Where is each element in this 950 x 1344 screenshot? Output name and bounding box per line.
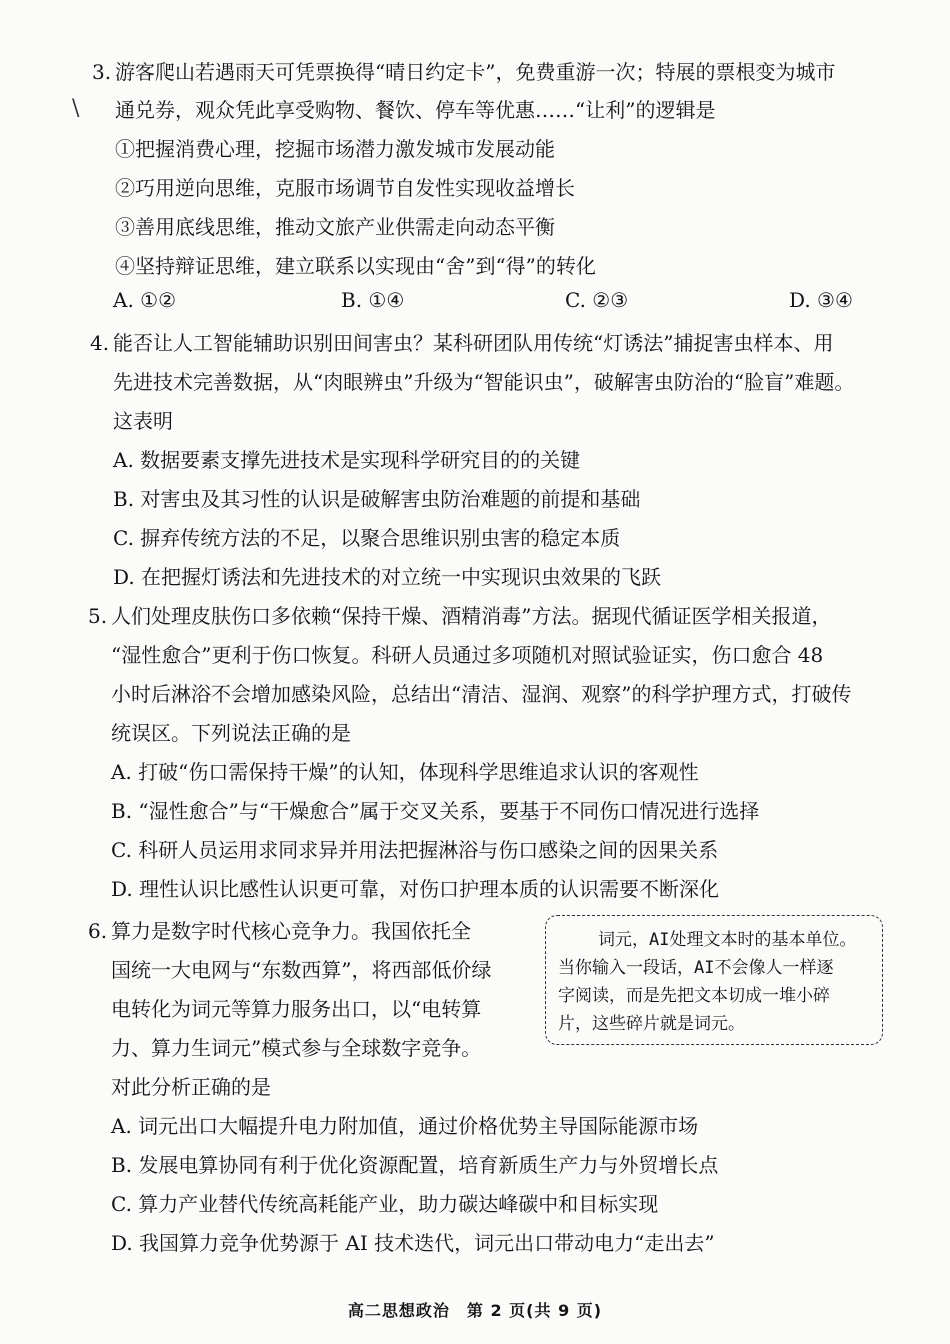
annotation-line: 词元，AI处理文本时的基本单位。 <box>598 930 857 950</box>
annotation-line: 字阅读，而是先把文本切成一堆小碎 <box>558 986 830 1006</box>
question-stem-line: 统误区。下列说法正确的是 <box>111 721 351 745</box>
question-stem-line: 人们处理皮肤伤口多依赖“保持干燥、酒精消毒”方法。据现代循证医学相关报道， <box>111 604 832 628</box>
option-b: B. 对害虫及其习性的认识是破解害虫防治难题的前提和基础 <box>113 487 641 511</box>
option-c: C. ②③ <box>565 288 629 312</box>
option-d: D. 我国算力竞争优势源于 AI 技术迭代，词元出口带动电力“走出去” <box>111 1231 715 1255</box>
option-a: A. 打破“伤口需保持干燥”的认知，体现科学思维追求认识的客观性 <box>111 760 699 784</box>
statement-4: ④坚持辩证思维，建立联系以实现由“舍”到“得”的转化 <box>115 254 596 278</box>
question-number: 5. <box>88 604 108 628</box>
option-d: D. 在把握灯诱法和先进技术的对立统一中实现识虫效果的飞跃 <box>113 565 662 589</box>
question-stem-line: 国统一大电网与“东数西算”，将西部低价绿 <box>111 958 492 982</box>
option-a: A. 词元出口大幅提升电力附加值，通过价格优势主导国际能源市场 <box>111 1114 699 1138</box>
question-number: 6. <box>88 919 108 943</box>
question-stem-line: 电转化为词元等算力服务出口，以“电转算 <box>111 997 482 1021</box>
pencil-mark: \ <box>72 96 80 121</box>
page-footer: 高二思想政治 第 2 页(共 9 页) <box>347 1301 603 1320</box>
statement-1: ①把握消费心理，挖掘市场潜力激发城市发展动能 <box>115 137 555 161</box>
question-stem-line: 能否让人工智能辅助识别田间害虫？某科研团队用传统“灯诱法”捕捉害虫样本、用 <box>113 331 834 355</box>
question-number: 4. <box>90 331 110 355</box>
question-stem-line: 游客爬山若遇雨天可凭票换得“晴日约定卡”，免费重游一次；特展的票根变为城市 <box>115 60 836 84</box>
option-c: C. 摒弃传统方法的不足，以聚合思维识别虫害的稳定本质 <box>113 526 621 550</box>
question-stem-line: 算力是数字时代核心竞争力。我国依托全 <box>111 919 471 943</box>
annotation-line: 当你输入一段话，AI不会像人一样逐 <box>558 958 834 978</box>
question-stem-line: 小时后淋浴不会增加感染风险，总结出“清洁、湿润、观察”的科学护理方式，打破传 <box>111 682 852 706</box>
option-b: B. “湿性愈合”与“干燥愈合”属于交叉关系，要基于不同伤口情况进行选择 <box>111 799 760 823</box>
option-b: B. ①④ <box>341 288 405 312</box>
option-d: D. 理性认识比感性认识更可靠，对伤口护理本质的认识需要不断深化 <box>111 877 720 901</box>
question-stem-line: 先进技术完善数据，从“肉眼辨虫”升级为“智能识虫”，破解害虫防治的“脸盲”难题。 <box>113 370 855 394</box>
option-c: C. 算力产业替代传统高耗能产业，助力碳达峰碳中和目标实现 <box>111 1192 659 1216</box>
statement-3: ③善用底线思维，推动文旅产业供需走向动态平衡 <box>115 215 555 239</box>
option-b: B. 发展电算协同有利于优化资源配置，培育新质生产力与外贸增长点 <box>111 1153 719 1177</box>
question-stem-line: “湿性愈合”更利于伤口恢复。科研人员通过多项随机对照试验证实，伤口愈合 48 <box>111 643 824 667</box>
annotation-box <box>545 915 883 1045</box>
question-stem-line: 通兑券，观众凭此享受购物、餐饮、停车等优惠……“让利”的逻辑是 <box>115 98 716 122</box>
option-c: C. 科研人员运用求同求异并用法把握淋浴与伤口感染之间的因果关系 <box>111 838 719 862</box>
question-number: 3. <box>92 60 112 84</box>
question-stem-line: 对此分析正确的是 <box>111 1075 271 1099</box>
statement-2: ②巧用逆向思维，克服市场调节自发性实现收益增长 <box>115 176 575 200</box>
option-d: D. ③④ <box>789 288 853 312</box>
annotation-line: 片，这些碎片就是词元。 <box>558 1014 745 1034</box>
question-stem-line: 力、算力生词元”模式参与全球数字竞争。 <box>111 1036 482 1060</box>
options-row <box>113 288 873 318</box>
option-a: A. 数据要素支撑先进技术是实现科学研究目的的关键 <box>113 448 581 472</box>
question-stem-line: 这表明 <box>113 409 173 433</box>
option-a: A. ①② <box>113 288 177 312</box>
